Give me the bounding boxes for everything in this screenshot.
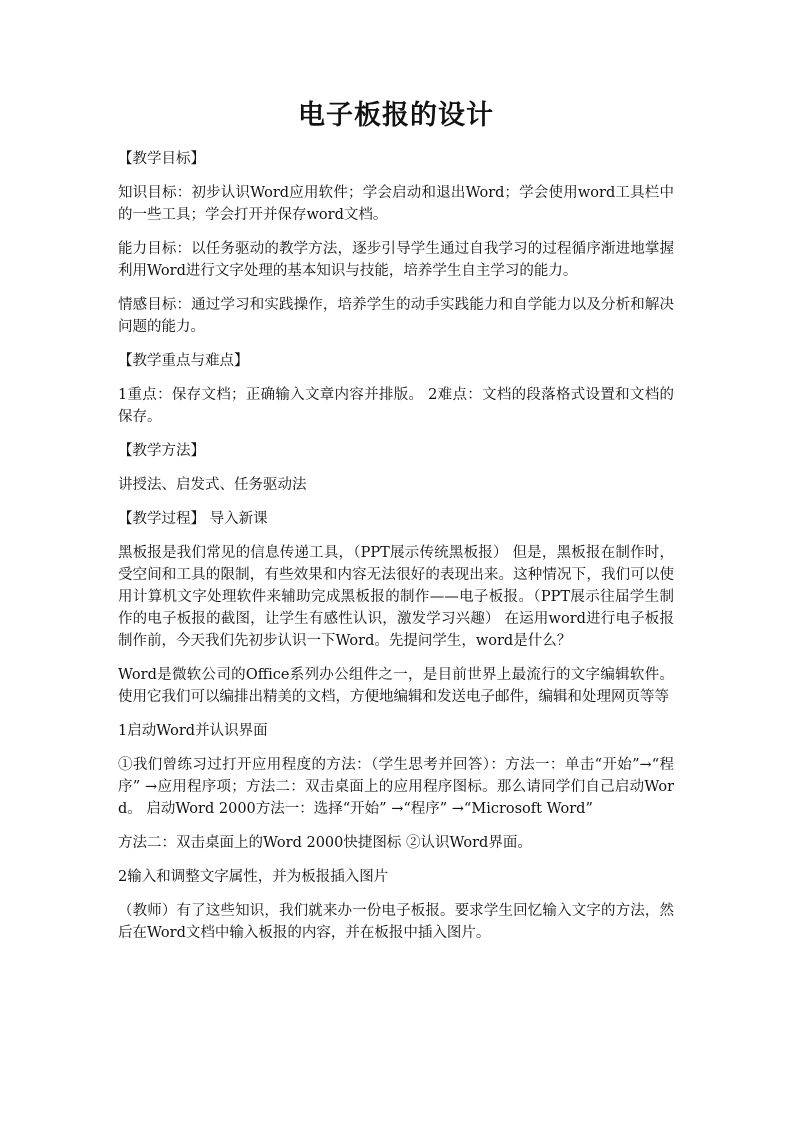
key-points-paragraph: 1重点：保存文档；正确输入文章内容并排版。 2难点：文档的段落格式设置和文档的保存。 bbox=[118, 387, 674, 425]
page-title: 电子板报的设计 bbox=[298, 100, 494, 131]
section-heading-key-points: 【教学重点与难点】 bbox=[118, 353, 249, 369]
teacher-instruction-paragraph: （教师）有了这些知识，我们就来办一份电子板报。要求学生回忆输入文字的方法，然后在Word文档中输入板报的内容，并在板报中插入图片。 bbox=[118, 903, 674, 941]
section-heading-teaching-goals: 【教学目标】 bbox=[118, 151, 205, 167]
word-definition-paragraph: Word是微软公司的Office系列办公组件之一，是目前世界上最流行的文字编辑软件。使用它我们可以编排出精美的文档，方便地编辑和发送电子邮件，编辑和处理网页等等 bbox=[118, 667, 674, 705]
emotion-goal-paragraph: 情感目标：通过学习和实践操作，培养学生的动手实践能力和自学能力以及分析和解决问题的能力。 bbox=[118, 297, 674, 335]
knowledge-goal-paragraph: 知识目标：初步认识Word应用软件；学会启动和退出Word；学会使用word工具栏中的一些工具；学会打开并保存word文档。 bbox=[118, 185, 674, 223]
introduction-paragraph: 黑板报是我们常见的信息传递工具，（PPT展示传统黑板报） 但是，黑板报在制作时，受空间和工具的限制，有些效果和内容无法很好的表现出来。这种情况下，我们可以使用计算机文字处理软件来辅助完成黑板报的制作——电子板报。（PPT展示往届学生制作的电子板报的截图，让学生有感性认识，激发学习兴趣） 在运用word进行电子板报制作前，今天我们先初步认识一下Word。先提问学生，word是什么？ bbox=[118, 545, 674, 649]
section-heading-teaching-methods: 【教学方法】 bbox=[118, 443, 205, 459]
method-two-paragraph: 方法二：双击桌面上的Word 2000快捷图标 ②认识Word界面。 bbox=[118, 835, 532, 851]
section-heading-teaching-process: 【教学过程】 导入新课 bbox=[118, 511, 268, 527]
document-page bbox=[118, 96, 674, 956]
step-2-heading: 2输入和调整文字属性，并为板报插入图片 bbox=[118, 869, 389, 885]
teaching-methods-paragraph: 讲授法、启发式、任务驱动法 bbox=[118, 477, 307, 493]
ability-goal-paragraph: 能力目标：以任务驱动的教学方法，逐步引导学生通过自我学习的过程循序渐进地掌握利用Word进行文字处理的基本知识与技能，培养学生自主学习的能力。 bbox=[118, 241, 674, 279]
step-1-heading: 1启动Word并认识界面 bbox=[118, 723, 268, 739]
launch-methods-paragraph: ①我们曾练习过打开应用程度的方法：（学生思考并回答）：方法一：单击“开始”→“程序” →应用程序项；方法二：双击桌面上的应用程序图标。那么请同学们自己启动Word。 启动Word 2000方法一：选择“开始” →“程序” →“Microsoft Word” bbox=[118, 757, 674, 817]
